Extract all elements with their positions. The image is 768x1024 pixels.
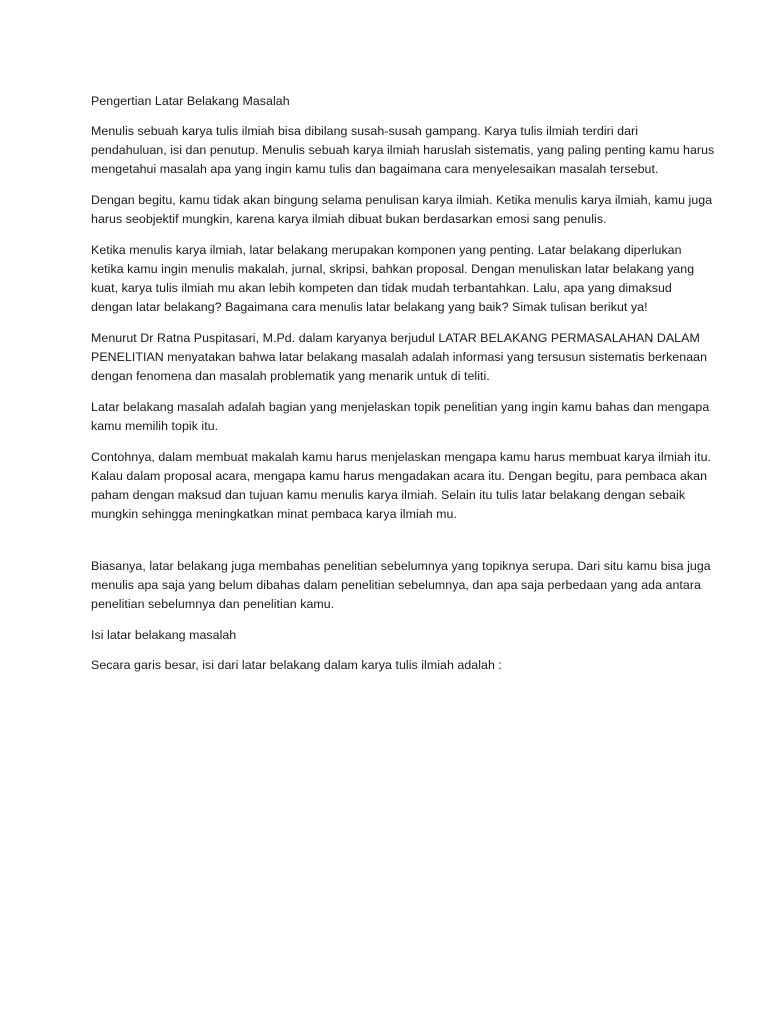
document-title: Pengertian Latar Belakang Masalah	[91, 94, 290, 108]
paragraph-intro: Menulis sebuah karya tulis ilmiah bisa dibilang susah-susah gampang. Karya tulis ilmiah terdiri dari pendahuluan, isi dan penutup. Menulis sebuah karya ilmiah haruslah sistematis, yang paling penting kamu harus mengetahui masalah apa yang ingin kamu tulis dan bagaimana cara menyelesaikan masalah tersebut.	[91, 124, 715, 176]
paragraph-previous-research: Biasanya, latar belakang juga membahas penelitian sebelumnya yang topiknya serupa. Dari situ kamu bisa juga menulis apa saja yang belum dibahas dalam penelitian sebelumnya, dan apa saja perbedaan yang ada antara penelitian sebelumnya dan penelitian kamu.	[91, 559, 711, 611]
document-body	[91, 92, 716, 687]
paragraph-importance: Ketika menulis karya ilmiah, latar belakang merupakan komponen yang penting. Latar belakang diperlukan ketika kamu ingin menulis makalah, jurnal, skripsi, bahkan proposal. Dengan menuliskan latar belakang yang kuat, karya tulis ilmiah mu akan lebih kompeten dan tidak mudah terbantahkan. Lalu, apa yang dimaksud dengan latar belakang? Bagaimana cara menulis latar belakang yang baik? Simak tulisan berikut ya!	[91, 243, 695, 314]
paragraph-definition: Latar belakang masalah adalah bagian yang menjelaskan topik penelitian yang ingin kamu bahas dan mengapa kamu memilih topik itu.	[91, 400, 710, 433]
section-heading: Isi latar belakang masalah	[91, 628, 237, 642]
paragraph-definition-quote: Menurut Dr Ratna Puspitasari, M.Pd. dalam karyanya berjudul LATAR BELAKANG PERMASALAHAN DALAM PENELITIAN menyatakan bahwa latar belakang masalah adalah informasi yang tersusun sistematis berkenaan dengan fenomena dan masalah problematik yang menarik untuk di teliti.	[91, 331, 708, 383]
paragraph-objective: Dengan begitu, kamu tidak akan bingung selama penulisan karya ilmiah. Ketika menulis karya ilmiah, kamu juga harus seobjektif mungkin, karena karya ilmiah dibuat bukan berdasarkan emosi sang penulis.	[91, 193, 713, 226]
paragraph-example: Contohnya, dalam membuat makalah kamu harus menjelaskan mengapa kamu harus membuat karya ilmiah itu. Kalau dalam proposal acara, mengapa kamu harus mengadakan acara itu. Dengan begitu, para pembaca akan paham dengan maksud dan tujuan kamu menulis karya ilmiah. Selain itu tulis latar belakang dengan sebaik mungkin sehingga meningkatkan minat pembaca karya ilmiah mu.	[91, 450, 712, 521]
paragraph-closing: Secara garis besar, isi dari latar belakang dalam karya tulis ilmiah adalah :	[91, 658, 502, 672]
